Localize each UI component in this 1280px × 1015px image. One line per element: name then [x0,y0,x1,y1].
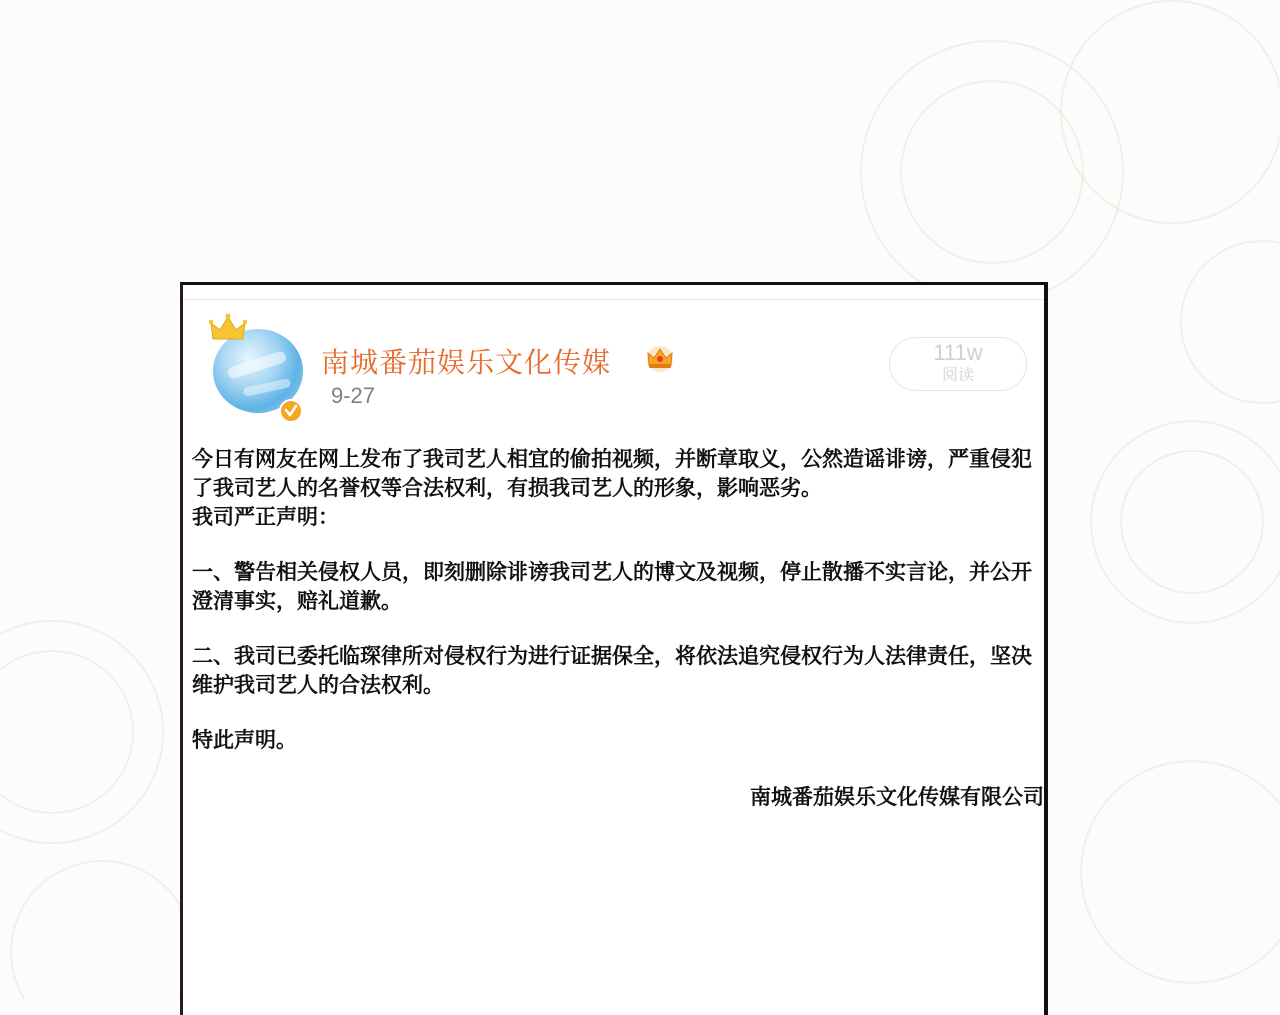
author-avatar[interactable] [209,313,305,417]
read-count-value: 111w [933,340,983,365]
company-signature: 南城番茄娱乐文化传媒有限公司 [750,785,1044,809]
body-line: 一、警告相关侵权人员，即刻删除诽谤我司艺人的博文及视频，停止散播不实言论，并公开 [192,560,1032,584]
post-date: 9-27 [331,383,376,408]
body-line: 了我司艺人的名誉权等合法权利，有损我司艺人的形象，影响恶劣。 [192,476,822,500]
body-line: 澄清事实，赔礼道歉。 [192,589,402,613]
weibo-post-card [180,282,1048,1015]
body-line: 二、我司已委托临琛律所对侵权行为进行证据保全，将依法追究侵权行为人法律责任，坚决 [192,644,1032,668]
member-crown-icon[interactable] [643,343,677,373]
author-name[interactable]: 南城番茄娱乐文化传媒 [321,346,612,379]
read-count-pill [889,337,1027,391]
post-body [192,445,1048,755]
body-line: 特此声明。 [192,728,297,752]
verified-badge-icon [279,399,303,423]
read-count-label: 阅读 [941,365,974,384]
top-divider [183,299,1044,300]
crown-icon [209,313,247,343]
body-line: 维护我司艺人的合法权利。 [192,673,444,697]
body-line: 我司严正声明： [192,505,339,529]
body-line: 今日有网友在网上发布了我司艺人相宜的偷拍视频，并断章取义，公然造谣诽谤，严重侵犯 [192,447,1032,471]
